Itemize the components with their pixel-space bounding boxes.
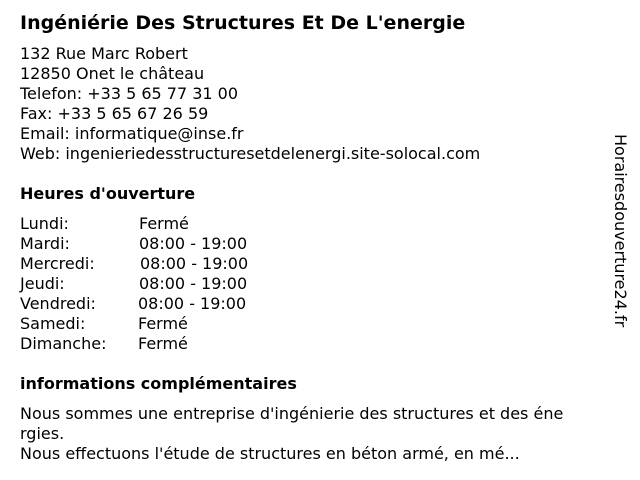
day-label: Mardi: xyxy=(20,234,70,253)
hours-row-wednesday xyxy=(20,254,320,274)
description-line: rgies. xyxy=(20,424,65,443)
opening-hours-heading: Heures d'ouverture xyxy=(20,184,196,203)
day-hours: Fermé xyxy=(138,314,188,333)
business-description xyxy=(20,404,580,464)
day-label: Dimanche: xyxy=(20,334,107,353)
hours-row-friday xyxy=(20,294,320,314)
day-hours: 08:00 - 19:00 xyxy=(139,274,248,293)
website-url: Web: ingenieriedesstructuresetdelenergi.site-solocal.com xyxy=(20,144,481,163)
fax-number: Fax: +33 5 65 67 26 59 xyxy=(20,104,209,123)
description-line: Nous sommes une entreprise d'ingénierie des structures et des éne xyxy=(20,404,564,423)
business-name: Ingéniérie Des Structures Et De L'energie xyxy=(20,12,466,34)
phone-number: Telefon: +33 5 65 77 31 00 xyxy=(20,84,239,103)
day-hours: 08:00 - 19:00 xyxy=(139,234,248,253)
day-hours: Fermé xyxy=(138,334,188,353)
day-hours: Fermé xyxy=(139,214,189,233)
additional-info-heading: informations complémentaires xyxy=(20,374,297,393)
day-hours: 08:00 - 19:00 xyxy=(138,294,247,313)
contact-block xyxy=(20,44,480,164)
hours-row-thursday xyxy=(20,274,320,294)
day-hours: 08:00 - 19:00 xyxy=(140,254,249,273)
day-label: Samedi: xyxy=(20,314,86,333)
day-label: Jeudi: xyxy=(20,274,65,293)
day-label: Vendredi: xyxy=(20,294,96,313)
address-street: 132 Rue Marc Robert xyxy=(20,44,188,63)
email-address: Email: informatique@inse.fr xyxy=(20,124,244,143)
hours-row-saturday xyxy=(20,314,320,334)
hours-row-sunday xyxy=(20,334,320,354)
opening-hours-table xyxy=(20,214,320,354)
day-label: Mercredi: xyxy=(20,254,95,273)
day-label: Lundi: xyxy=(20,214,69,233)
description-line: Nous effectuons l'étude de structures en béton armé, en mé... xyxy=(20,444,520,463)
hours-row-monday xyxy=(20,214,320,234)
address-city: 12850 Onet le château xyxy=(20,64,205,83)
hours-row-tuesday xyxy=(20,234,320,254)
site-watermark: Horairesdouverture24.fr xyxy=(611,134,630,328)
